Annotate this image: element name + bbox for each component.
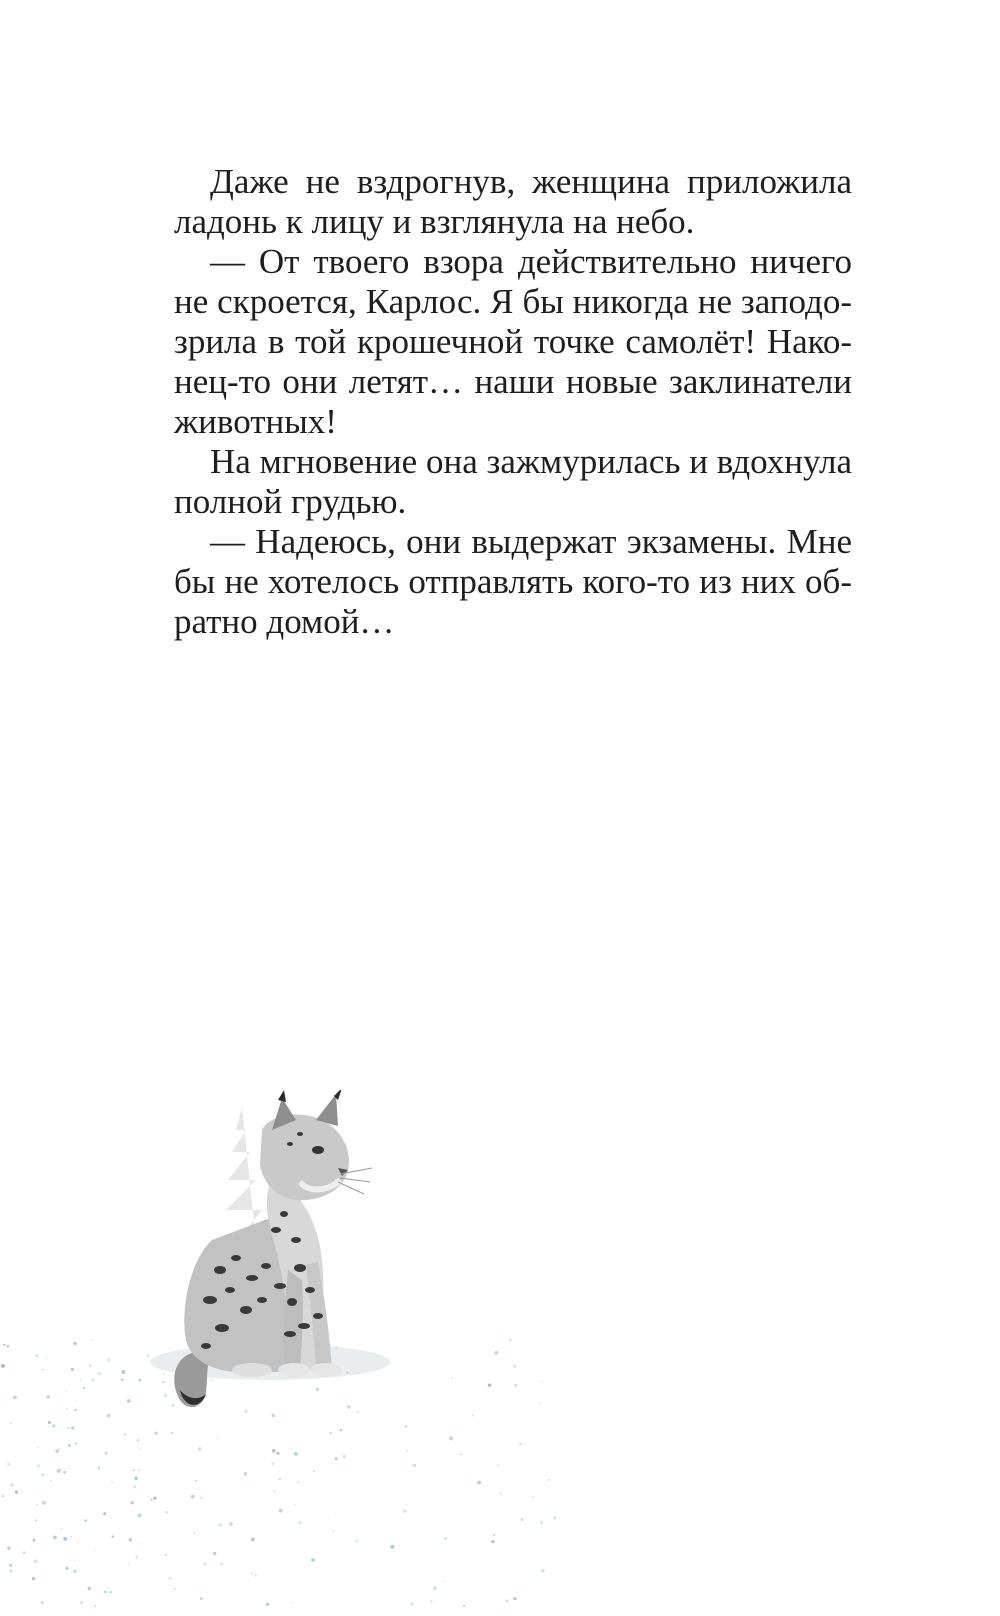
snow-speck (23, 1551, 26, 1554)
snow-speck (111, 1482, 112, 1483)
snow-speck (357, 1412, 358, 1413)
snow-speck (254, 1574, 257, 1577)
snow-speck (279, 1478, 281, 1480)
snow-speck (94, 1605, 96, 1607)
snow-speck (513, 1597, 516, 1600)
snow-speck (217, 1437, 218, 1438)
snow-speck (198, 1447, 202, 1451)
snow-speck (165, 1511, 168, 1514)
snow-speck (514, 1384, 517, 1387)
snow-speck (66, 1391, 67, 1392)
snow-speck (276, 1452, 279, 1455)
snow-speck (272, 1414, 275, 1417)
snow-speck (7, 1547, 10, 1550)
snow-speck (164, 1394, 167, 1397)
snow-speck (444, 1581, 445, 1582)
snow-speck (138, 1514, 142, 1518)
snow-speck (201, 1497, 202, 1498)
snow-speck (42, 1501, 46, 1505)
snow-speck (548, 1479, 550, 1481)
snow-speck (449, 1436, 453, 1440)
snow-speck (444, 1537, 447, 1540)
snow-speck (67, 1427, 69, 1429)
snow-speck (153, 1497, 156, 1500)
snow-speck (340, 1429, 343, 1432)
snow-speck (80, 1601, 84, 1605)
snow-speck (138, 1543, 139, 1544)
snow-speck (391, 1545, 395, 1549)
snow-speck (194, 1533, 195, 1534)
snow-speck (127, 1399, 131, 1403)
lynx-illustration (0, 1090, 600, 1616)
snow-speck (220, 1563, 222, 1565)
text-line: не скроется, Карлос. Я бы никогда не заподо- (174, 282, 852, 321)
snow-speck (53, 1536, 57, 1540)
snow-speck (78, 1542, 79, 1543)
snow-speck (33, 1539, 36, 1542)
snow-speck (107, 1358, 110, 1361)
snow-speck (9, 1569, 12, 1572)
snow-speck (463, 1605, 465, 1607)
snow-speck (333, 1530, 335, 1532)
snow-speck (134, 1476, 138, 1480)
snow-speck (294, 1504, 295, 1505)
snow-speck (129, 1538, 133, 1542)
snow-speck (131, 1501, 134, 1504)
snow-speck (211, 1379, 213, 1381)
snow-speck (41, 1601, 44, 1604)
snow-speck (47, 1395, 50, 1398)
snow-speck (36, 1354, 39, 1357)
snow-speck (37, 1464, 40, 1467)
snow-speck (52, 1424, 55, 1427)
snow-speck (298, 1521, 301, 1524)
snow-speck (173, 1588, 175, 1590)
snow-speck (311, 1558, 314, 1561)
snow-speck (168, 1577, 171, 1580)
snow-speck (493, 1534, 495, 1536)
snow-speck (133, 1485, 136, 1488)
snow-speck (124, 1433, 126, 1435)
snow-speck (294, 1452, 298, 1456)
snow-speck (104, 1452, 107, 1455)
text-line: ратно домой… (174, 602, 395, 641)
snow-speck (83, 1387, 85, 1389)
snow-speck (109, 1591, 111, 1593)
snow-speck (73, 1570, 76, 1573)
snow-speck (71, 1426, 74, 1429)
snow-speck (155, 1432, 158, 1435)
snow-speck (313, 1471, 314, 1472)
snow-speck (80, 1379, 82, 1381)
snow-speck (1, 1494, 4, 1497)
text-line: животных! (174, 402, 337, 441)
snow-speck (147, 1355, 149, 1357)
snow-speck (355, 1539, 358, 1542)
snow-speck (98, 1467, 100, 1469)
snow-speck (42, 1369, 43, 1370)
snow-speck (74, 1409, 76, 1411)
snow-speck (406, 1450, 408, 1452)
snow-speck (71, 1368, 74, 1371)
snow-speck (494, 1351, 498, 1355)
snow-speck (3, 1344, 5, 1346)
snow-speck (251, 1573, 252, 1574)
snow-speck (104, 1591, 106, 1593)
snow-speck (553, 1516, 556, 1519)
snow-speck (521, 1518, 524, 1521)
snow-speck (103, 1512, 106, 1515)
snow-speck (477, 1481, 481, 1485)
text-line: зрила в той крошечной точке самолёт! Нако- (174, 322, 852, 361)
snow-speck (172, 1404, 175, 1407)
snow-speck (133, 1469, 135, 1471)
snow-speck (513, 1364, 516, 1367)
snow-speck (272, 1449, 276, 1453)
snow-speck (66, 1408, 67, 1409)
snow-speck (500, 1493, 502, 1495)
snow-speck (204, 1563, 206, 1565)
snow-speck (73, 1342, 77, 1346)
snow-speck (271, 1462, 274, 1465)
snow-speck (55, 1450, 58, 1453)
snow-speck (509, 1339, 512, 1342)
snow-speck (138, 1379, 141, 1382)
snow-speck (136, 1439, 139, 1442)
snow-speck (36, 1504, 38, 1506)
snow-speck (472, 1414, 474, 1416)
snow-speck (519, 1443, 521, 1445)
text-line: — Надеюсь, они выдержат экзамены. Мне (210, 522, 852, 561)
snow-speck (71, 1536, 72, 1537)
snow-speck (37, 1447, 38, 1448)
snow-speck (98, 1372, 101, 1375)
snow-speck (35, 1519, 37, 1521)
snow-speck (80, 1523, 81, 1524)
snow-speck (451, 1377, 453, 1379)
snow-speck (292, 1602, 294, 1604)
snow-speck (45, 1357, 47, 1359)
snow-speck (274, 1490, 276, 1492)
text-line: нец-то они летят… наши новые заклинатели (174, 362, 852, 401)
snow-speck (540, 1521, 543, 1524)
body-text (174, 162, 852, 642)
snow-speck (297, 1482, 299, 1484)
snow-speck (403, 1509, 407, 1513)
text-line: — От твоего взора действительно ничего (210, 242, 852, 281)
snow-speck (48, 1421, 51, 1424)
snow-speck (84, 1519, 87, 1522)
snow-speck (165, 1554, 167, 1556)
snow-speck (347, 1405, 351, 1409)
snow-speck (433, 1587, 436, 1590)
snow-speck (532, 1496, 533, 1497)
snow-speck (9, 1564, 12, 1567)
snow-speck (506, 1600, 508, 1602)
snow-speck (50, 1480, 51, 1481)
snow-speck (15, 1491, 18, 1494)
snow-speck (75, 1400, 76, 1401)
text-line: Даже не вздрогнув, женщина приложила (210, 162, 852, 201)
snow-speck (431, 1601, 433, 1603)
snow-speck (405, 1425, 408, 1428)
snow-speck (63, 1471, 66, 1474)
snow-speck (488, 1383, 492, 1387)
snow-speck (460, 1453, 462, 1455)
snow-speck (279, 1509, 283, 1513)
snow-speck (7, 1463, 10, 1466)
snow-speck (91, 1339, 92, 1340)
snow-speck (95, 1550, 96, 1551)
snow-speck (138, 1470, 140, 1472)
snow-speck (92, 1379, 94, 1381)
snow-speck (218, 1523, 222, 1527)
snow-speck (112, 1535, 114, 1537)
snow-speck (63, 1537, 67, 1541)
snow-speck (121, 1378, 124, 1381)
snow-speck (213, 1552, 216, 1555)
snow-speck (136, 1556, 138, 1558)
snow-speck (61, 1528, 63, 1530)
text-line: На мгновение она зажмурилась и вдохнула (210, 442, 852, 481)
snow-speck (251, 1538, 255, 1542)
snow-speck (229, 1522, 233, 1526)
snow-speck (411, 1602, 414, 1605)
snow-speck (539, 1403, 541, 1405)
text-line: бы не хотелось отправлять кого-то из них об- (174, 562, 852, 601)
snow-speck (33, 1559, 37, 1563)
text-line: ладонь к лицу и взглянула на небо. (174, 202, 695, 241)
snow-speck (343, 1455, 347, 1459)
snow-speck (151, 1499, 153, 1501)
snow-speck (171, 1432, 174, 1435)
snow-speck (75, 1443, 77, 1445)
snow-speck (121, 1370, 125, 1374)
snow-speck (541, 1569, 545, 1573)
snow-speck (32, 1577, 35, 1580)
snow-speck (266, 1603, 269, 1606)
snow-speck (107, 1414, 111, 1418)
text-line: полной грудью. (174, 482, 407, 521)
snow-speck (497, 1464, 499, 1466)
snow-speck (139, 1447, 141, 1449)
snow-speck (542, 1382, 543, 1383)
snow-speck (1, 1364, 5, 1368)
snow-speck (41, 1473, 44, 1476)
snow-speck (335, 1457, 338, 1460)
snow-speck (328, 1518, 329, 1519)
snow-speck (57, 1469, 61, 1473)
snow-speck (244, 1472, 248, 1476)
snow-speck (13, 1395, 17, 1399)
snow-speck (74, 1560, 75, 1561)
snow-speck (87, 1587, 90, 1590)
snow-speck (89, 1365, 91, 1367)
snow-speck (244, 1410, 247, 1413)
snow-speck (200, 1597, 203, 1600)
snow-speck (413, 1464, 416, 1467)
snow-speck (60, 1468, 61, 1469)
snow-speck (7, 1345, 10, 1348)
snow-speck (195, 1480, 196, 1481)
snow-speck (162, 1381, 164, 1383)
snow-speck (10, 1483, 14, 1487)
snow-speck (68, 1444, 71, 1447)
snow-speck (128, 1564, 129, 1565)
snow-speck (491, 1540, 494, 1543)
snow-speck (163, 1373, 165, 1375)
snow-speck (65, 1566, 68, 1569)
snow-speck (329, 1432, 331, 1434)
snow-speck (191, 1495, 195, 1499)
snow-speck (316, 1388, 319, 1391)
snow-speck (10, 1423, 11, 1424)
